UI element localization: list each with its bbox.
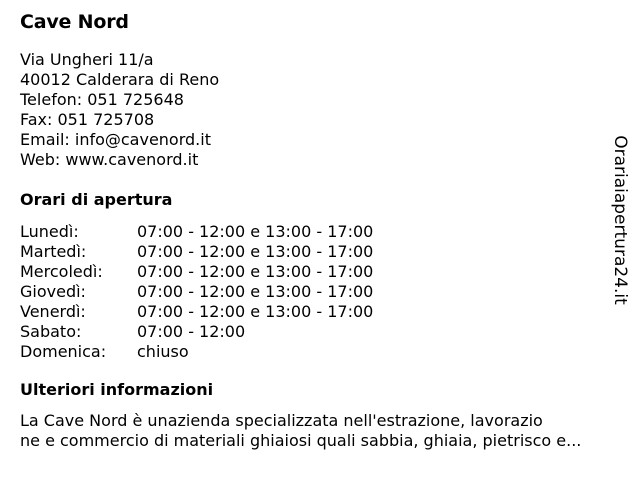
hours-row-monday [20, 222, 610, 242]
hours-row-tuesday [20, 242, 610, 262]
time-range: 07:00 - 12:00 e 13:00 - 17:00 [137, 302, 374, 321]
day-label: Domenica: [20, 342, 107, 361]
hours-row-saturday [20, 322, 610, 342]
email-address: Email: info@cavenord.it [20, 130, 211, 149]
time-range: 07:00 - 12:00 e 13:00 - 17:00 [137, 282, 374, 301]
city-address: 40012 Calderara di Reno [20, 70, 220, 89]
business-name: Cave Nord [20, 11, 129, 33]
website-address: Web: www.cavenord.it [20, 150, 199, 169]
info-line-1: La Cave Nord è unazienda specializzata nell'estrazione, lavorazio [20, 411, 543, 430]
hours-row-wednesday [20, 262, 610, 282]
fax-number: Fax: 051 725708 [20, 110, 155, 129]
site-watermark: Orariaiapertura24.it [610, 135, 630, 305]
time-range: 07:00 - 12:00 e 13:00 - 17:00 [137, 262, 374, 281]
time-range: 07:00 - 12:00 e 13:00 - 17:00 [137, 242, 374, 261]
phone-number: Telefon: 051 725648 [20, 90, 184, 109]
info-line-2: ne e commercio di materiali ghiaiosi quali sabbia, ghiaia, pietrisco e... [20, 431, 582, 450]
hours-row-friday [20, 302, 610, 322]
time-range: chiuso [137, 342, 189, 361]
opening-hours-title: Orari di apertura [20, 190, 173, 209]
day-label: Martedì: [20, 242, 87, 261]
street-address: Via Ungheri 11/a [20, 50, 154, 69]
time-range: 07:00 - 12:00 e 13:00 - 17:00 [137, 222, 374, 241]
additional-info-text [20, 411, 635, 451]
hours-row-sunday [20, 342, 610, 362]
contact-block [20, 50, 610, 170]
opening-hours-table [20, 222, 610, 362]
day-label: Giovedì: [20, 282, 86, 301]
day-label: Sabato: [20, 322, 82, 341]
day-label: Venerdì: [20, 302, 86, 321]
time-range: 07:00 - 12:00 [137, 322, 246, 341]
additional-info-title: Ulteriori informazioni [20, 380, 214, 399]
business-card [20, 8, 610, 451]
day-label: Lunedì: [20, 222, 79, 241]
day-label: Mercoledì: [20, 262, 103, 281]
hours-row-thursday [20, 282, 610, 302]
